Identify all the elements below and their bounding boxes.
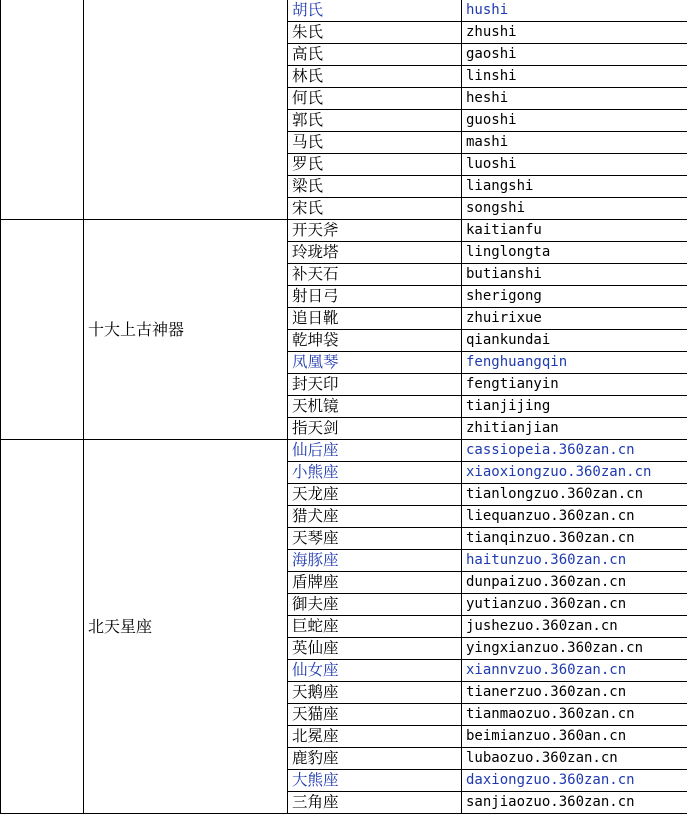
group-label: 北天星座	[84, 440, 288, 814]
pinyin-cell: luoshi	[462, 154, 687, 176]
chinese-name-cell: 御夫座	[288, 594, 462, 616]
chinese-name-cell: 朱氏	[288, 22, 462, 44]
table-row	[1, 440, 687, 462]
pinyin-cell: jushezuo.360zan.cn	[462, 616, 687, 638]
chinese-name-cell[interactable]: 胡氏	[288, 0, 462, 22]
pinyin-cell: yingxianzuo.360zan.cn	[462, 638, 687, 660]
chinese-name-cell: 射日弓	[288, 286, 462, 308]
pinyin-cell: fengtianyin	[462, 374, 687, 396]
pinyin-link-cell[interactable]: hushi	[462, 0, 687, 22]
pinyin-cell: sherigong	[462, 286, 687, 308]
pinyin-cell: tianjijing	[462, 396, 687, 418]
pinyin-cell: beimianzuo.360an.cn	[462, 726, 687, 748]
pinyin-cell: zhitianjian	[462, 418, 687, 440]
table-row	[1, 220, 687, 242]
pinyin-link-cell[interactable]: haitunzuo.360zan.cn	[462, 550, 687, 572]
pinyin-cell: zhuirixue	[462, 308, 687, 330]
pinyin-cell: lubaozuo.360zan.cn	[462, 748, 687, 770]
chinese-name-cell: 宋氏	[288, 198, 462, 220]
chinese-name-cell: 开天斧	[288, 220, 462, 242]
pinyin-cell: gaoshi	[462, 44, 687, 66]
chinese-name-cell: 天鹅座	[288, 682, 462, 704]
pinyin-cell: tianmaozuo.360zan.cn	[462, 704, 687, 726]
chinese-name-cell[interactable]: 仙后座	[288, 440, 462, 462]
chinese-name-cell: 三角座	[288, 792, 462, 814]
chinese-name-cell: 罗氏	[288, 154, 462, 176]
chinese-name-cell: 林氏	[288, 66, 462, 88]
chinese-name-cell: 郭氏	[288, 110, 462, 132]
chinese-name-cell: 封天印	[288, 374, 462, 396]
group-label	[84, 0, 288, 220]
chinese-name-cell: 追日靴	[288, 308, 462, 330]
pinyin-cell: liangshi	[462, 176, 687, 198]
pinyin-cell: tianerzuo.360zan.cn	[462, 682, 687, 704]
chinese-name-cell[interactable]: 凤凰琴	[288, 352, 462, 374]
pinyin-cell: qiankundai	[462, 330, 687, 352]
chinese-name-cell[interactable]: 小熊座	[288, 462, 462, 484]
table-row	[1, 0, 687, 22]
pinyin-cell: tianqinzuo.360zan.cn	[462, 528, 687, 550]
pinyin-cell: guoshi	[462, 110, 687, 132]
chinese-name-cell: 梁氏	[288, 176, 462, 198]
pinyin-link-cell[interactable]: xiannvzuo.360zan.cn	[462, 660, 687, 682]
pinyin-cell: dunpaizuo.360zan.cn	[462, 572, 687, 594]
chinese-name-cell: 英仙座	[288, 638, 462, 660]
chinese-name-cell: 乾坤袋	[288, 330, 462, 352]
pinyin-link-cell[interactable]: xiaoxiongzuo.360zan.cn	[462, 462, 687, 484]
index-cell	[1, 220, 84, 440]
chinese-name-cell: 天龙座	[288, 484, 462, 506]
chinese-name-cell: 鹿豹座	[288, 748, 462, 770]
pinyin-cell: kaitianfu	[462, 220, 687, 242]
pinyin-link-cell[interactable]: cassiopeia.360zan.cn	[462, 440, 687, 462]
pinyin-cell: yutianzuo.360zan.cn	[462, 594, 687, 616]
table-body	[1, 0, 687, 814]
chinese-name-cell: 巨蛇座	[288, 616, 462, 638]
pinyin-cell: sanjiaozuo.360zan.cn	[462, 792, 687, 814]
chinese-name-cell: 何氏	[288, 88, 462, 110]
chinese-name-cell[interactable]: 大熊座	[288, 770, 462, 792]
chinese-name-cell[interactable]: 海豚座	[288, 550, 462, 572]
chinese-name-cell: 指天剑	[288, 418, 462, 440]
chinese-name-cell: 马氏	[288, 132, 462, 154]
pinyin-cell: songshi	[462, 198, 687, 220]
pinyin-cell: linglongta	[462, 242, 687, 264]
group-label: 十大上古神器	[84, 220, 288, 440]
pinyin-cell: liequanzuo.360zan.cn	[462, 506, 687, 528]
chinese-name-cell: 盾牌座	[288, 572, 462, 594]
pinyin-cell: zhushi	[462, 22, 687, 44]
index-cell	[1, 0, 84, 220]
chinese-name-cell: 玲珑塔	[288, 242, 462, 264]
chinese-name-cell: 猎犬座	[288, 506, 462, 528]
chinese-name-cell: 天琴座	[288, 528, 462, 550]
index-cell	[1, 440, 84, 814]
chinese-name-cell[interactable]: 仙女座	[288, 660, 462, 682]
pinyin-cell: linshi	[462, 66, 687, 88]
pinyin-cell: mashi	[462, 132, 687, 154]
pinyin-cell: tianlongzuo.360zan.cn	[462, 484, 687, 506]
pinyin-link-cell[interactable]: daxiongzuo.360zan.cn	[462, 770, 687, 792]
chinese-name-cell: 天猫座	[288, 704, 462, 726]
chinese-name-cell: 天机镜	[288, 396, 462, 418]
chinese-name-cell: 补天石	[288, 264, 462, 286]
chinese-name-cell: 北冕座	[288, 726, 462, 748]
chinese-name-cell: 高氏	[288, 44, 462, 66]
pinyin-cell: butianshi	[462, 264, 687, 286]
pinyin-cell: heshi	[462, 88, 687, 110]
pinyin-link-cell[interactable]: fenghuangqin	[462, 352, 687, 374]
